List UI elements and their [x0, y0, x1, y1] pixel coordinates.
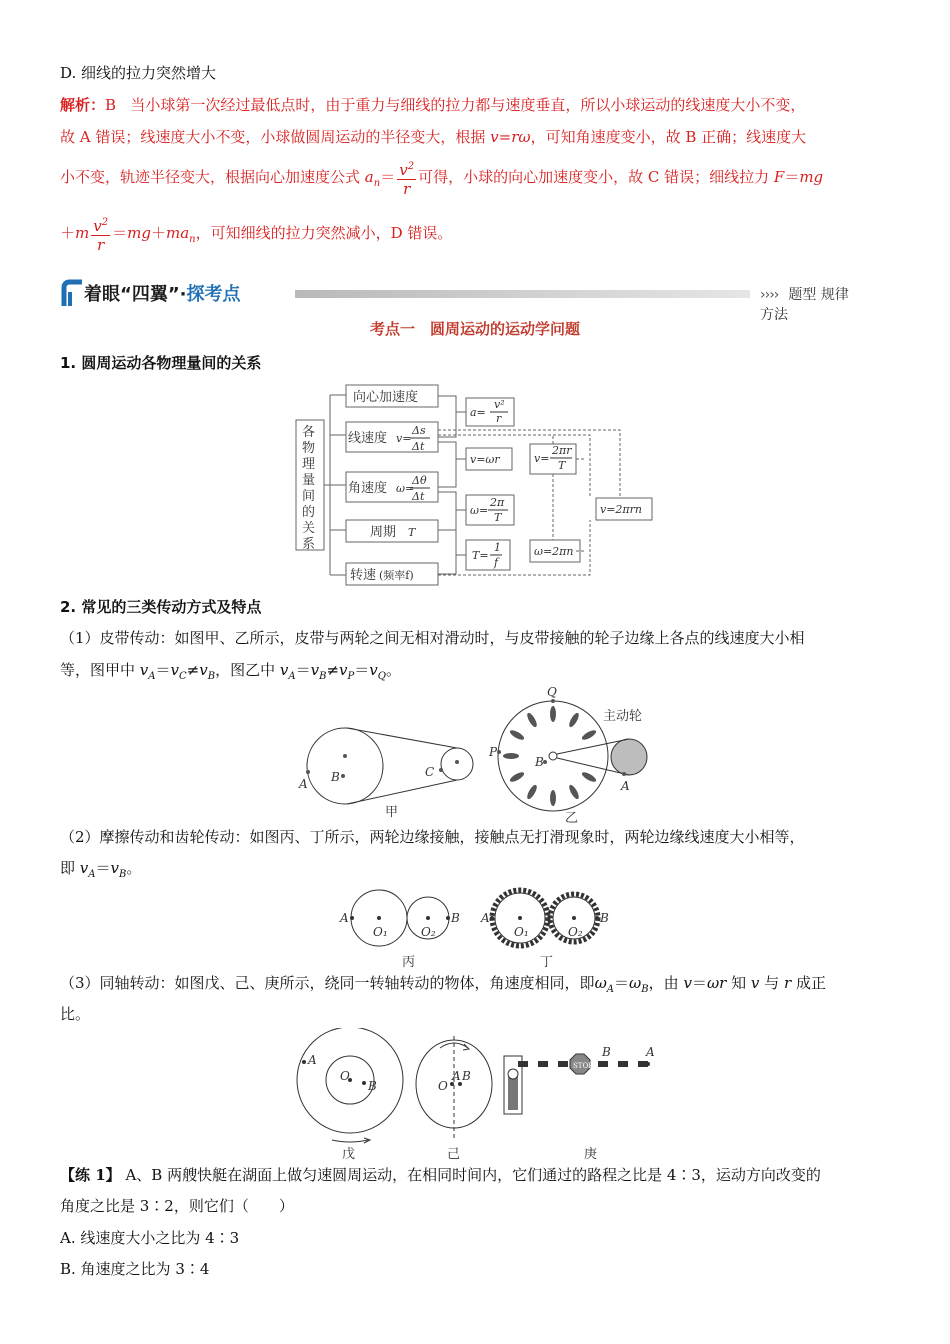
fig-label-ji: 己: [447, 1147, 461, 1162]
analysis-line-4: ＋m $\frac{v^2}{r}$ $=mg+ma_n$，可知细线的拉力突然减小，D 错误。: [60, 214, 890, 254]
fig-yi-driver-wheel: [611, 739, 647, 775]
fig-label-bing: 丙: [402, 955, 416, 970]
svg-text:A: A: [646, 1045, 655, 1059]
svg-text:关: 关: [302, 521, 316, 536]
svg-text:B: B: [331, 770, 340, 784]
analysis-line-3: 小不变，轨迹半径变大，根据向心加速度公式 $a_n=$ $\frac{v^2}{r}$ 可得，小球的向心加速度变小，故 C 错误；细线拉力 F＝mg: [60, 158, 890, 198]
svg-text:O₁: O₁: [373, 925, 388, 939]
svg-text:A: A: [452, 1069, 461, 1083]
svg-text:B: B: [368, 1079, 377, 1093]
svg-text:1: 1: [494, 541, 501, 554]
svg-text:A: A: [308, 1053, 317, 1067]
coaxial-text-e: 成正: [795, 974, 826, 992]
svg-text:系: 系: [302, 537, 316, 552]
svg-text:O₂: O₂: [568, 925, 583, 939]
svg-text:B: B: [602, 1045, 611, 1059]
section-banner: [60, 278, 860, 323]
banner-logo-icon: [60, 278, 86, 310]
svg-text:ω=2πn: ω=2πn: [534, 545, 574, 558]
svg-text:Δθ: Δθ: [412, 474, 427, 487]
fig-label-ding: 丁: [540, 955, 554, 970]
section-title: 考点一 圆周运动的运动学问题: [369, 320, 580, 338]
coaxial-text-c: 知: [731, 974, 747, 992]
svg-text:Δt: Δt: [412, 490, 425, 503]
svg-text:P: P: [489, 745, 498, 759]
fig-label-jia: 甲: [385, 805, 399, 820]
svg-text:T: T: [408, 526, 416, 539]
label-rate: 转速: [350, 568, 377, 583]
belt-drive-figures: [295, 684, 665, 824]
heading-1: 1. 圆周运动各物理量间的关系: [60, 354, 262, 372]
svg-text:r: r: [496, 412, 502, 425]
label-rate-note: (频率f): [379, 569, 414, 582]
svg-text:B: B: [535, 755, 544, 769]
svg-text:B: B: [600, 911, 609, 925]
svg-text:2πr: 2πr: [552, 444, 572, 457]
label-period: 周期: [370, 525, 397, 540]
analysis-text-3b: ，小球的向心加速度变小，故 C 错误；细线拉力: [448, 168, 770, 186]
svg-text:T: T: [494, 511, 502, 524]
analysis-var-v: v: [490, 128, 499, 146]
friction-paragraph-line-1: （2）摩擦传动和齿轮传动：如图丙、丁所示，两轮边缘接触，接触点无打滑现象时，两轮边缘线速度大小相等，: [60, 828, 805, 846]
coaxial-paragraph-line-2: 比。: [60, 1005, 91, 1023]
svg-text:O₂: O₂: [421, 925, 436, 939]
svg-text:a=: a=: [470, 406, 486, 419]
svg-text:B: B: [462, 1069, 471, 1083]
analysis-line-1: [60, 94, 890, 116]
svg-text:A: A: [481, 911, 490, 925]
label-centripetal: 向心加速度: [353, 390, 419, 405]
analysis-text-4: ，可知细线的拉力突然减小，D 错误。: [195, 224, 453, 242]
svg-text:v=: v=: [396, 432, 412, 445]
exercise-text-a: A、B 两艘快艇在湖面上做匀速圆周运动，在相同时间内，它们通过的路程之比是 4∶3，运动方向改变的: [125, 1166, 821, 1184]
banner-bar: [295, 290, 750, 298]
friction-paragraph-line-2: 即 $v_A=v_B$。: [60, 859, 142, 880]
banner-title-d: 探考点: [186, 284, 241, 305]
heading-2: 2. 常见的三类传动方式及特点: [60, 598, 262, 616]
friction-text-b: 即: [60, 859, 76, 877]
svg-text:f: f: [494, 556, 499, 569]
exercise-option-b: B. 角速度之比为 3∶4: [60, 1260, 210, 1278]
svg-text:ω=: ω=: [470, 504, 489, 517]
friction-gear-figures: [335, 880, 615, 970]
analysis-text-2a: 故 A 错误；线速度大小不变，小球做圆周运动的半径变大，根据: [60, 128, 486, 146]
svg-text:O₁: O₁: [514, 925, 529, 939]
belt-paragraph-line-2: 等，图甲中 $v_A=v_C\ne v_B$，图乙中 $v_A=v_B\ne v_P=v_Q$。: [60, 661, 401, 682]
banner-title-b: “四翼”: [120, 284, 180, 305]
banner-title-a: 着眼: [84, 284, 120, 305]
v2-over-r-fraction: $\frac{v^2}{r}$: [397, 158, 416, 198]
an-formula: $a_n$: [364, 168, 381, 189]
left-label-c1: 各: [302, 425, 316, 440]
analysis-label: 解析：: [60, 96, 106, 114]
exercise-tag: 【练 1】: [60, 1166, 121, 1184]
analysis-text-1: 当小球第一次经过最低点时，由于重力与细线的拉力都与速度垂直，所以小球运动的线速度大小不变，: [130, 96, 806, 114]
coaxial-text-b: ，由: [648, 974, 679, 992]
exercise-line-1: [60, 1164, 890, 1186]
fig-jia-big-wheel: [307, 728, 383, 804]
svg-text:2π: 2π: [490, 496, 505, 509]
exercise-line-2: 角度之比是 3∶2，则它们（ ）: [60, 1197, 294, 1215]
banner-tag-text: 题型 规律 方法: [760, 287, 849, 323]
svg-text:间: 间: [302, 489, 316, 504]
option-d: D. 细线的拉力突然增大: [60, 64, 217, 82]
svg-text:B: B: [451, 911, 460, 925]
belt-text-b: 等，图甲中: [60, 661, 136, 679]
coaxial-figures: [292, 1028, 662, 1168]
belt-paragraph-line-1: （1）皮带传动：如图甲、乙所示，皮带与两轮之间无相对滑动时，与皮带接触的轮子边缘上各点的线速度大小相: [60, 629, 805, 647]
svg-text:量: 量: [302, 473, 316, 488]
banner-title-c: ·: [179, 284, 187, 305]
svg-text:A: A: [340, 911, 349, 925]
banner-arrows-icon: ››››: [760, 287, 779, 303]
label-angular: 角速度: [348, 481, 388, 496]
svg-text:A: A: [299, 777, 308, 791]
exercise-option-a: A. 线速度大小之比为 4∶3: [60, 1229, 240, 1247]
analysis-text-2e: ，可知角速度变小，故 B 正确；线速度大: [530, 128, 807, 146]
fig-label-wu: 戊: [342, 1147, 356, 1162]
quantity-relation-diagram: [290, 380, 670, 586]
svg-text:v²: v²: [494, 398, 505, 411]
fig-label-geng: 庚: [584, 1147, 598, 1162]
svg-text:ω=: ω=: [396, 482, 415, 495]
analysis-var-rw: rω: [511, 128, 531, 146]
analysis-text-3a: 小不变，轨迹半径变大，根据向心加速度公式: [60, 168, 361, 186]
svg-text:v=2πrn: v=2πrn: [600, 503, 643, 516]
fig-label-driver: 主动轮: [603, 709, 643, 724]
svg-text:A: A: [621, 779, 630, 793]
svg-text:的: 的: [302, 505, 316, 520]
svg-text:Δs: Δs: [412, 424, 426, 437]
svg-text:物: 物: [302, 441, 316, 456]
svg-text:Q: Q: [547, 685, 557, 699]
coaxial-paragraph-line-1: （3）同轴转动：如图戊、己、庚所示，绕同一转轴转动的物体，角速度相同，即$\omega_A=\omega_B$，由 v＝ωr 知 v 与 r 成正: [60, 974, 826, 995]
v2-over-r-fraction-2: $\frac{v^2}{r}$: [91, 214, 110, 254]
label-linear: 线速度: [348, 431, 388, 446]
stop-sign-text: STOP: [573, 1062, 593, 1070]
banner-title: [84, 280, 241, 306]
coaxial-text-a: （3）同轴转动：如图戊、己、庚所示，绕同一转轴转动的物体，角速度相同，即: [60, 974, 595, 992]
fig-label-yi: 乙: [565, 811, 579, 824]
analysis-answer: B: [105, 96, 117, 114]
svg-text:C: C: [425, 765, 435, 779]
svg-text:T=: T=: [472, 549, 489, 562]
analysis-line-2: [60, 126, 890, 148]
svg-text:理: 理: [302, 457, 316, 472]
svg-text:v=: v=: [534, 452, 550, 465]
svg-text:O: O: [340, 1069, 350, 1083]
svg-text:T: T: [558, 459, 566, 472]
coaxial-text-d: 与: [764, 974, 780, 992]
analysis-eq: =: [498, 128, 512, 146]
svg-text:O: O: [438, 1079, 448, 1093]
svg-text:v=ωr: v=ωr: [470, 453, 500, 466]
svg-text:Δt: Δt: [412, 440, 425, 453]
